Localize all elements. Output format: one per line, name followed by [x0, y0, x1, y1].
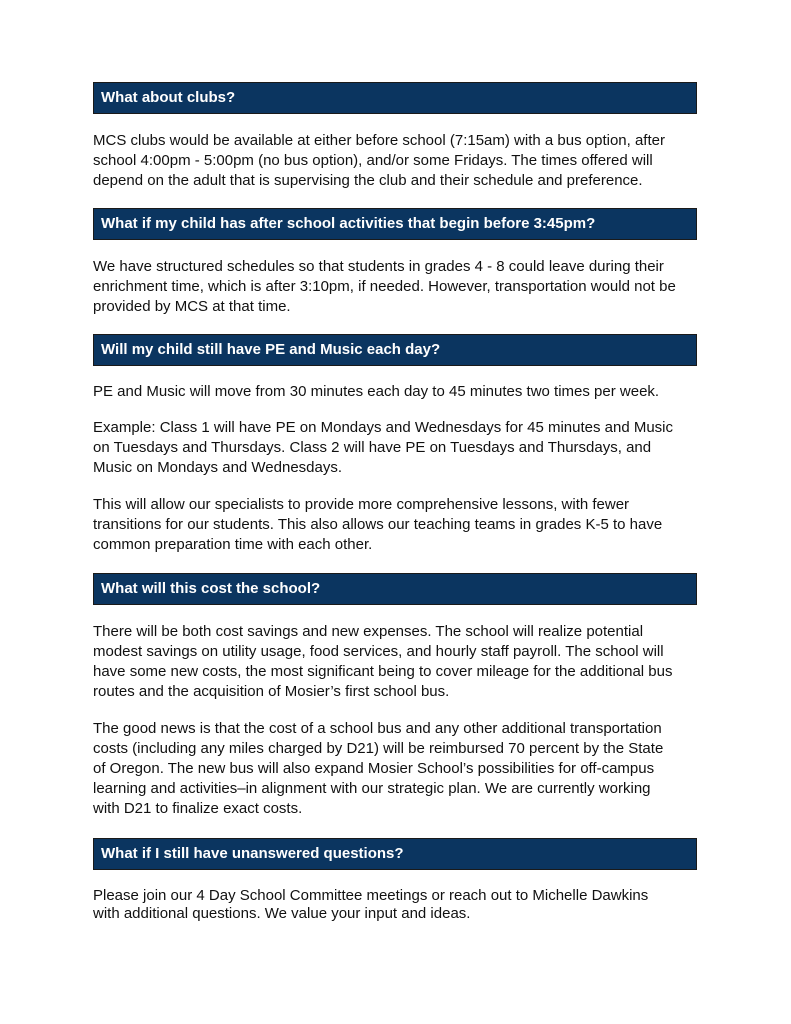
paragraph: [93, 887, 713, 923]
text-line: Music on Mondays and Wednesdays.: [93, 459, 343, 476]
paragraph: [93, 382, 713, 402]
text-line: provided by MCS at that time.: [93, 298, 291, 315]
text-line: The good news is that the cost of a school bus and any other additional transportation: [93, 720, 662, 737]
text-line: Example: Class 1 will have PE on Mondays and Wednesdays for 45 minutes and Music: [93, 419, 674, 436]
text-line: modest savings on utility usage, food services, and hourly staff payroll. The school will: [93, 643, 664, 660]
paragraph: [93, 131, 713, 191]
section-heading: What about clubs?: [93, 82, 697, 114]
text-line: of Oregon. The new bus will also expand Mosier School’s possibilities for off-campus: [93, 760, 655, 777]
text-line: have some new costs, the most significant being to cover mileage for the additional bus: [93, 663, 673, 680]
paragraph: [93, 257, 713, 317]
text-line: with D21 to finalize exact costs.: [93, 800, 303, 817]
text-line: Please join our 4 Day School Committee meetings or reach out to Michelle Dawkins: [93, 887, 649, 904]
text-line: transitions for our students. This also allows our teaching teams in grades K-5 to have: [93, 516, 663, 533]
text-line: MCS clubs would be available at either before school (7:15am) with a bus option, after: [93, 132, 665, 149]
text-line: There will be both cost savings and new expenses. The school will realize potential: [93, 623, 644, 640]
paragraph: [93, 495, 713, 555]
text-line: learning and activities–in alignment with our strategic plan. We are currently working: [93, 780, 651, 797]
paragraph: [93, 719, 713, 819]
text-line: school 4:00pm - 5:00pm (no bus option), and/or some Fridays. The times offered will: [93, 152, 653, 169]
text-line: PE and Music will move from 30 minutes each day to 45 minutes two times per week.: [93, 383, 660, 400]
paragraph: [93, 418, 713, 478]
text-line: on Tuesdays and Thursdays. Class 2 will have PE on Tuesdays and Thursdays, and: [93, 439, 652, 456]
text-line: costs (including any miles charged by D21) will be reimbursed 70 percent by the State: [93, 740, 664, 757]
text-line: depend on the adult that is supervising the club and their schedule and preference.: [93, 172, 643, 189]
section-heading: What will this cost the school?: [93, 573, 697, 605]
text-line: This will allow our specialists to provide more comprehensive lessons, with fewer: [93, 496, 630, 513]
text-line: enrichment time, which is after 3:10pm, if needed. However, transportation would not be: [93, 278, 676, 295]
text-line: common preparation time with each other.: [93, 536, 373, 553]
text-line: We have structured schedules so that students in grades 4 - 8 could leave during their: [93, 258, 664, 275]
section-heading: Will my child still have PE and Music each day?: [93, 334, 697, 366]
section-heading: What if I still have unanswered questions?: [93, 838, 697, 870]
section-heading: What if my child has after school activities that begin before 3:45pm?: [93, 208, 697, 240]
text-line: routes and the acquisition of Mosier’s first school bus.: [93, 683, 450, 700]
text-line: with additional questions. We value your input and ideas.: [93, 905, 471, 922]
paragraph: [93, 622, 713, 702]
